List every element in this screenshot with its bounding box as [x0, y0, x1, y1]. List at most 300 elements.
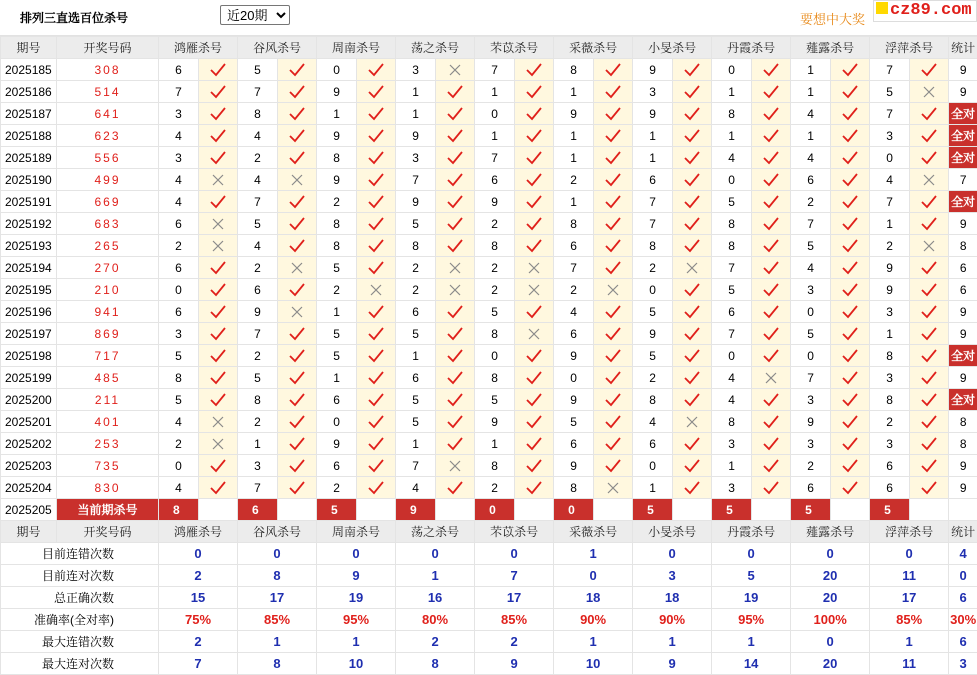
- cross-icon: [607, 482, 619, 494]
- summary-label: 目前连错次数: [1, 543, 159, 565]
- result-correct: [515, 455, 554, 477]
- kill-number-cell: 0: [475, 103, 515, 125]
- kill-number-cell: 6: [633, 433, 673, 455]
- draw-number-cell: 265: [57, 235, 159, 257]
- result-wrong: [357, 279, 396, 301]
- check-icon: [447, 305, 463, 319]
- kill-number-cell: 3: [396, 59, 436, 81]
- kill-number-cell: 8: [870, 389, 910, 411]
- check-icon: [684, 349, 700, 363]
- result-correct: [436, 433, 475, 455]
- result-correct: [594, 103, 633, 125]
- kill-number-cell: 7: [791, 213, 831, 235]
- col-expert-header[interactable]: 芣苡杀号: [475, 37, 554, 59]
- check-icon: [842, 63, 858, 77]
- check-icon: [842, 151, 858, 165]
- period-select[interactable]: [220, 5, 290, 25]
- result-wrong: [199, 411, 238, 433]
- table-row: [1, 191, 977, 213]
- result-correct: [436, 191, 475, 213]
- check-icon: [842, 283, 858, 297]
- check-icon: [763, 217, 779, 231]
- result-correct: [278, 59, 317, 81]
- kill-number-cell: 9: [870, 279, 910, 301]
- current-kill-number: 0: [475, 499, 515, 521]
- kill-number-cell: 8: [870, 345, 910, 367]
- check-icon: [684, 107, 700, 121]
- kill-number-cell: 6: [238, 279, 278, 301]
- summary-value: 14: [712, 653, 791, 675]
- summary-value: 9: [475, 653, 554, 675]
- check-icon: [289, 217, 305, 231]
- current-kill-number: 6: [238, 499, 278, 521]
- kill-number-cell: 6: [317, 455, 357, 477]
- draw-number-cell: 717: [57, 345, 159, 367]
- result-correct: [594, 81, 633, 103]
- check-icon: [526, 305, 542, 319]
- result-correct: [357, 257, 396, 279]
- col-expert-header[interactable]: 荡之杀号: [396, 37, 475, 59]
- kill-number-cell: 3: [791, 433, 831, 455]
- kill-number-cell: 7: [238, 477, 278, 499]
- table-row: [1, 257, 977, 279]
- result-correct: [831, 81, 870, 103]
- check-icon: [447, 437, 463, 451]
- check-icon: [842, 239, 858, 253]
- summary-stat: 3: [949, 653, 977, 675]
- summary-value: 80%: [396, 609, 475, 631]
- kill-number-cell: 8: [317, 147, 357, 169]
- result-correct: [752, 191, 791, 213]
- kill-number-cell: 3: [870, 301, 910, 323]
- result-correct: [278, 279, 317, 301]
- issue-cell: 2025197: [1, 323, 57, 345]
- current-kill-number: 5: [633, 499, 673, 521]
- kill-number-cell: 5: [554, 411, 594, 433]
- check-icon: [684, 459, 700, 473]
- kill-number-cell: 8: [712, 411, 752, 433]
- kill-number-cell: 3: [159, 103, 199, 125]
- stat-cell: 9: [949, 59, 977, 81]
- check-icon: [842, 459, 858, 473]
- site-logo[interactable]: [873, 0, 977, 22]
- kill-number-cell: 7: [633, 191, 673, 213]
- result-correct: [831, 125, 870, 147]
- check-icon: [684, 327, 700, 341]
- check-icon: [763, 415, 779, 429]
- check-icon: [605, 195, 621, 209]
- result-correct: [278, 147, 317, 169]
- kill-number-cell: 1: [554, 147, 594, 169]
- kill-number-cell: 3: [396, 147, 436, 169]
- check-icon: [447, 349, 463, 363]
- check-icon: [368, 173, 384, 187]
- check-icon: [921, 393, 937, 407]
- check-icon: [763, 151, 779, 165]
- kill-number-cell: 8: [554, 59, 594, 81]
- kill-number-cell: 2: [633, 367, 673, 389]
- check-icon: [447, 217, 463, 231]
- col-expert-header[interactable]: 薤露杀号: [791, 37, 870, 59]
- check-icon: [368, 437, 384, 451]
- summary-value: 11: [870, 653, 949, 675]
- kill-number-cell: 4: [712, 147, 752, 169]
- current-period-row: [1, 499, 977, 521]
- result-correct: [436, 323, 475, 345]
- result-correct: [752, 81, 791, 103]
- kill-number-cell: 0: [870, 147, 910, 169]
- result-correct: [752, 125, 791, 147]
- current-blank-cell: [752, 499, 791, 521]
- kill-number-cell: 8: [554, 477, 594, 499]
- check-icon: [605, 151, 621, 165]
- summary-value: 17: [870, 587, 949, 609]
- col-expert-header[interactable]: 荡之杀号: [396, 521, 475, 543]
- kill-number-cell: 9: [554, 389, 594, 411]
- result-correct: [910, 455, 949, 477]
- check-icon: [763, 327, 779, 341]
- check-icon: [842, 327, 858, 341]
- result-correct: [357, 477, 396, 499]
- col-expert-header[interactable]: 丹霞杀号: [712, 521, 791, 543]
- check-icon: [684, 283, 700, 297]
- summary-value: 1: [554, 543, 633, 565]
- col-expert-header[interactable]: 周南杀号: [317, 37, 396, 59]
- kill-number-cell: 0: [475, 345, 515, 367]
- result-correct: [910, 125, 949, 147]
- summary-value: 0: [554, 565, 633, 587]
- col-expert-header[interactable]: 谷风杀号: [238, 37, 317, 59]
- result-correct: [673, 455, 712, 477]
- result-correct: [752, 323, 791, 345]
- kill-number-cell: 5: [317, 323, 357, 345]
- kill-number-cell: 8: [475, 455, 515, 477]
- current-issue-cell: 2025205: [1, 499, 57, 521]
- summary-value: 0: [870, 543, 949, 565]
- result-correct: [199, 389, 238, 411]
- table-row: [1, 235, 977, 257]
- result-correct: [436, 411, 475, 433]
- kill-number-cell: 4: [159, 191, 199, 213]
- result-correct: [278, 455, 317, 477]
- check-icon: [763, 239, 779, 253]
- kill-number-cell: 8: [238, 389, 278, 411]
- kill-number-cell: 1: [554, 191, 594, 213]
- kill-number-cell: 0: [159, 279, 199, 301]
- check-icon: [605, 349, 621, 363]
- result-correct: [199, 59, 238, 81]
- check-icon: [605, 173, 621, 187]
- summary-value: 1: [238, 631, 317, 653]
- result-correct: [436, 81, 475, 103]
- stat-cell: 8: [949, 235, 977, 257]
- result-correct: [752, 411, 791, 433]
- result-correct: [515, 367, 554, 389]
- col-expert-header[interactable]: 浮萍杀号: [870, 521, 949, 543]
- cross-icon: [607, 284, 619, 296]
- check-icon: [921, 349, 937, 363]
- check-icon: [842, 415, 858, 429]
- cross-icon: [449, 262, 461, 274]
- issue-cell: 2025186: [1, 81, 57, 103]
- check-icon: [289, 195, 305, 209]
- issue-cell: 2025189: [1, 147, 57, 169]
- col-expert-header[interactable]: 小旻杀号: [633, 37, 712, 59]
- check-icon: [289, 415, 305, 429]
- issue-cell: 2025199: [1, 367, 57, 389]
- kill-number-cell: 2: [238, 147, 278, 169]
- check-icon: [684, 305, 700, 319]
- result-correct: [199, 125, 238, 147]
- summary-label: 最大连错次数: [1, 631, 159, 653]
- check-icon: [368, 415, 384, 429]
- draw-number-cell: 485: [57, 367, 159, 389]
- kill-number-cell: 4: [712, 367, 752, 389]
- col-expert-header[interactable]: 薤露杀号: [791, 521, 870, 543]
- stat-cell: 7: [949, 169, 977, 191]
- kill-number-cell: 4: [791, 103, 831, 125]
- col-expert-header[interactable]: 鸿雁杀号: [159, 521, 238, 543]
- table-row: [1, 389, 977, 411]
- result-correct: [278, 367, 317, 389]
- result-correct: [831, 279, 870, 301]
- summary-label: 目前连对次数: [1, 565, 159, 587]
- kill-number-cell: 3: [712, 433, 752, 455]
- kill-number-cell: 8: [238, 103, 278, 125]
- result-correct: [436, 147, 475, 169]
- col-expert-header[interactable]: 浮萍杀号: [870, 37, 949, 59]
- kill-number-cell: 5: [396, 323, 436, 345]
- current-label: 当前期杀号: [57, 499, 159, 521]
- stat-cell: 8: [949, 433, 977, 455]
- summary-value: 100%: [791, 609, 870, 631]
- table-row: [1, 103, 977, 125]
- check-icon: [921, 261, 937, 275]
- draw-number-cell: 556: [57, 147, 159, 169]
- check-icon: [368, 481, 384, 495]
- cross-icon: [212, 218, 224, 230]
- col-expert-header[interactable]: 采薇杀号: [554, 37, 633, 59]
- table-row: [1, 81, 977, 103]
- all-correct-badge: 全对: [949, 345, 977, 367]
- result-correct: [594, 125, 633, 147]
- result-correct: [910, 301, 949, 323]
- issue-cell: 2025202: [1, 433, 57, 455]
- check-icon: [368, 85, 384, 99]
- check-icon: [921, 437, 937, 451]
- result-correct: [673, 301, 712, 323]
- result-correct: [594, 433, 633, 455]
- result-wrong: [436, 279, 475, 301]
- kill-number-cell: 9: [396, 125, 436, 147]
- kill-number-cell: 0: [159, 455, 199, 477]
- result-wrong: [436, 59, 475, 81]
- kill-number-cell: 9: [633, 59, 673, 81]
- result-correct: [436, 103, 475, 125]
- result-correct: [199, 477, 238, 499]
- result-correct: [357, 81, 396, 103]
- col-issue-header: 期号: [1, 37, 57, 59]
- kill-number-cell: 6: [475, 169, 515, 191]
- result-correct: [910, 103, 949, 125]
- kill-number-cell: 1: [712, 455, 752, 477]
- kill-number-cell: 4: [238, 125, 278, 147]
- check-icon: [842, 85, 858, 99]
- table-row: [1, 477, 977, 499]
- result-correct: [673, 345, 712, 367]
- check-icon: [447, 173, 463, 187]
- kill-number-cell: 0: [712, 59, 752, 81]
- check-icon: [684, 129, 700, 143]
- result-correct: [752, 477, 791, 499]
- check-icon: [763, 85, 779, 99]
- summary-stat: 6: [949, 587, 977, 609]
- summary-value: 19: [712, 587, 791, 609]
- kill-number-cell: 7: [475, 59, 515, 81]
- kill-number-cell: 2: [396, 257, 436, 279]
- check-icon: [921, 107, 937, 121]
- kill-number-cell: 8: [396, 235, 436, 257]
- check-icon: [921, 481, 937, 495]
- check-icon: [842, 261, 858, 275]
- table-row: [1, 169, 977, 191]
- draw-number-cell: 735: [57, 455, 159, 477]
- col-expert-header[interactable]: 采薇杀号: [554, 521, 633, 543]
- draw-number-cell: 211: [57, 389, 159, 411]
- kill-number-cell: 8: [317, 235, 357, 257]
- kill-number-cell: 7: [712, 257, 752, 279]
- table-row: [1, 323, 977, 345]
- result-correct: [436, 477, 475, 499]
- kill-number-cell: 1: [554, 81, 594, 103]
- kill-number-cell: 4: [870, 169, 910, 191]
- kill-number-cell: 2: [475, 477, 515, 499]
- cross-icon: [449, 460, 461, 472]
- check-icon: [289, 85, 305, 99]
- result-correct: [673, 477, 712, 499]
- result-correct: [278, 81, 317, 103]
- kill-number-cell: 1: [633, 477, 673, 499]
- result-correct: [594, 367, 633, 389]
- all-correct-badge: 全对: [949, 103, 977, 125]
- all-correct-badge: 全对: [949, 191, 977, 213]
- result-correct: [436, 345, 475, 367]
- issue-cell: 2025204: [1, 477, 57, 499]
- kill-number-cell: 6: [791, 477, 831, 499]
- check-icon: [210, 327, 226, 341]
- summary-value: 90%: [633, 609, 712, 631]
- check-icon: [526, 195, 542, 209]
- col-expert-header[interactable]: 谷风杀号: [238, 521, 317, 543]
- kill-number-cell: 5: [396, 389, 436, 411]
- kill-number-cell: 2: [238, 257, 278, 279]
- summary-row: [1, 543, 977, 565]
- kill-number-cell: 4: [159, 169, 199, 191]
- summary-value: 16: [396, 587, 475, 609]
- kill-number-cell: 8: [712, 213, 752, 235]
- summary-value: 0: [633, 543, 712, 565]
- kill-number-cell: 6: [159, 59, 199, 81]
- check-icon: [763, 393, 779, 407]
- issue-cell: 2025191: [1, 191, 57, 213]
- check-icon: [921, 63, 937, 77]
- result-correct: [515, 433, 554, 455]
- kill-number-cell: 1: [396, 81, 436, 103]
- result-correct: [831, 59, 870, 81]
- check-icon: [210, 107, 226, 121]
- check-icon: [526, 129, 542, 143]
- kill-number-cell: 3: [159, 323, 199, 345]
- kill-number-cell: 5: [317, 257, 357, 279]
- kill-number-cell: 1: [712, 125, 752, 147]
- result-correct: [752, 345, 791, 367]
- check-icon: [526, 371, 542, 385]
- check-icon: [210, 129, 226, 143]
- kill-number-cell: 7: [870, 103, 910, 125]
- kill-number-cell: 1: [396, 345, 436, 367]
- check-icon: [605, 129, 621, 143]
- col-expert-header[interactable]: 周南杀号: [317, 521, 396, 543]
- result-correct: [357, 367, 396, 389]
- check-icon: [210, 393, 226, 407]
- check-icon: [289, 371, 305, 385]
- kill-number-cell: 5: [159, 389, 199, 411]
- result-correct: [278, 389, 317, 411]
- result-correct: [515, 389, 554, 411]
- result-correct: [752, 103, 791, 125]
- cross-icon: [528, 328, 540, 340]
- current-stat-cell: [949, 499, 977, 521]
- kill-number-cell: 1: [475, 125, 515, 147]
- col-expert-header[interactable]: 丹霞杀号: [712, 37, 791, 59]
- check-icon: [684, 85, 700, 99]
- check-icon: [368, 261, 384, 275]
- result-correct: [357, 235, 396, 257]
- kill-number-cell: 0: [317, 59, 357, 81]
- check-icon: [526, 217, 542, 231]
- result-correct: [594, 455, 633, 477]
- check-icon: [605, 327, 621, 341]
- kill-number-cell: 1: [238, 433, 278, 455]
- result-wrong: [278, 257, 317, 279]
- summary-value: 0: [791, 631, 870, 653]
- result-correct: [752, 235, 791, 257]
- page-title: 排列三直选百位杀号: [20, 9, 128, 26]
- promo-text[interactable]: 要想中大奖: [800, 9, 865, 28]
- result-correct: [278, 191, 317, 213]
- result-correct: [831, 191, 870, 213]
- summary-value: 1: [870, 631, 949, 653]
- check-icon: [368, 63, 384, 77]
- summary-value: 1: [317, 631, 396, 653]
- kill-number-cell: 5: [475, 301, 515, 323]
- result-wrong: [752, 367, 791, 389]
- col-expert-header[interactable]: 小旻杀号: [633, 521, 712, 543]
- current-kill-number: 9: [396, 499, 436, 521]
- check-icon: [289, 129, 305, 143]
- result-wrong: [515, 279, 554, 301]
- col-expert-header[interactable]: 芣苡杀号: [475, 521, 554, 543]
- kill-number-cell: 2: [554, 279, 594, 301]
- kill-number-cell: 7: [238, 191, 278, 213]
- current-kill-number: 5: [870, 499, 910, 521]
- check-icon: [684, 393, 700, 407]
- col-expert-header[interactable]: 鸿雁杀号: [159, 37, 238, 59]
- top-bar: [0, 0, 977, 36]
- result-correct: [910, 59, 949, 81]
- result-correct: [199, 191, 238, 213]
- check-icon: [842, 393, 858, 407]
